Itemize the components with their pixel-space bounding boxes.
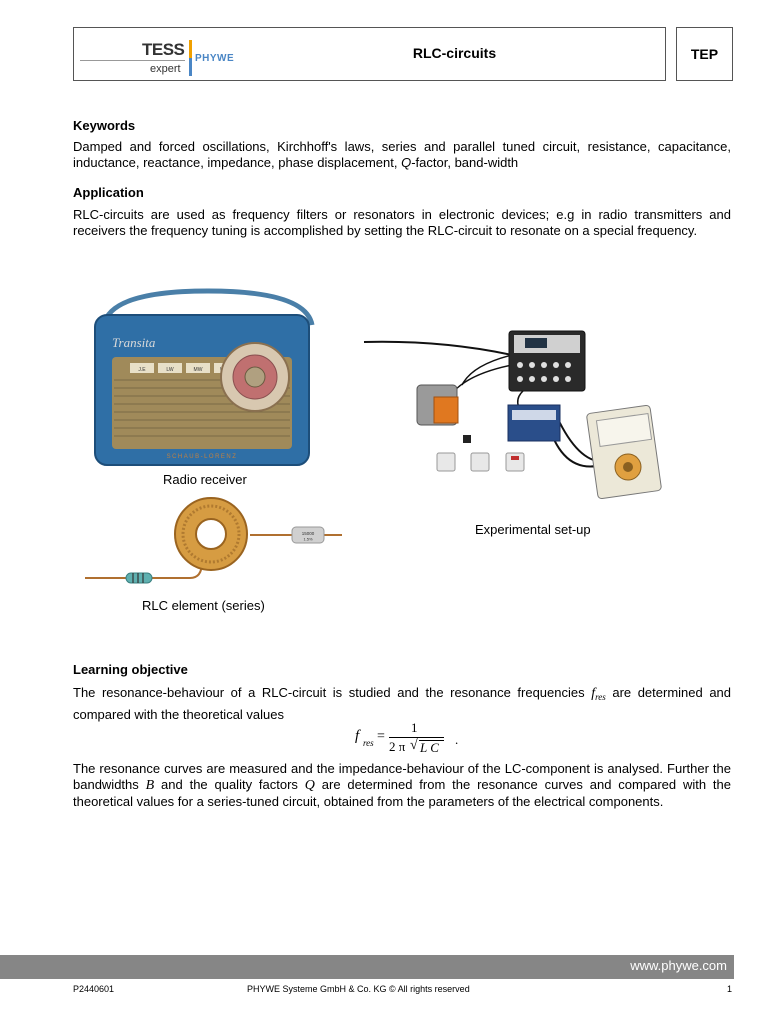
formula-res: res — [363, 738, 374, 748]
capacitor-label-value: 15000 — [301, 531, 315, 536]
page-header — [73, 27, 666, 81]
logo-phywe: PHYWE — [195, 53, 235, 64]
footer-copyright: PHYWE Systeme GmbH & Co. KG © All rights reserved — [247, 984, 470, 994]
formula-denominator: 2 π — [389, 739, 406, 754]
formula-lc: L C — [420, 740, 439, 755]
radio-band-mw: MW — [193, 367, 203, 373]
logo-expert: expert — [150, 63, 181, 75]
application-heading: Application — [73, 185, 144, 200]
application-text: RLC-circuits are used as frequency filters or resonators in electronic devices; e.g in radio transmitters and receivers the frequency tuning is accomplished by setting the RLC-circuit to resonate on a special frequency. — [73, 207, 731, 238]
tep-label: TEP — [676, 27, 733, 81]
formula-numerator: 1 — [411, 720, 418, 735]
rlc-caption: RLC element (series) — [142, 598, 265, 613]
radio-name-text: SCHAUB-LORENZ — [166, 454, 238, 460]
radio-brand-text: Transita — [112, 335, 156, 350]
formula-period: . — [455, 732, 459, 747]
learning-objective-text-1: The resonance-behaviour of a RLC-circuit is studied and the resonance frequencies $f_{res}$ are determined and compared with the theoretical values — [73, 685, 732, 722]
capacitor-label-tolerance: 1.5% — [303, 536, 313, 542]
radio-band-lw: LW — [166, 367, 174, 373]
formula-sqrt: √ — [410, 738, 418, 753]
footer-bar — [0, 955, 734, 979]
keywords-text: Damped and forced oscillations, Kirchhoff's laws, series and parallel tuned circuit, resistance, capacitance, inductance, reactance, impedance, phase displacement, Q-factor, band-width — [73, 139, 731, 170]
experimental-setup-image — [362, 325, 662, 500]
keywords-heading: Keywords — [73, 118, 136, 133]
radio-receiver-image — [90, 285, 326, 467]
formula-equals: = — [377, 729, 385, 744]
setup-caption: Experimental set-up — [475, 522, 591, 537]
document-title: RLC-circuits — [412, 45, 497, 61]
radio-caption: Radio receiver — [163, 472, 247, 487]
footer-page-number: 1 — [727, 984, 733, 994]
footer-code: P2440601 — [73, 984, 115, 994]
logo-tess: TESS — [142, 40, 185, 59]
radio-band-je: J.E — [138, 367, 146, 373]
formula-f: f — [355, 728, 360, 744]
rlc-element-image — [80, 490, 350, 590]
learning-objective-text-2: The resonance curves are measured and the impedance-behaviour of the LC-component is analysed. Further the bandwidths B and the quality factors Q are determined from the resonance curves and compared with the theoretical values for a series-tuned circuit, obtained from the parameters of the electrical components. — [73, 761, 731, 809]
footer-url[interactable]: www.phywe.com — [630, 958, 727, 973]
resonance-formula — [355, 720, 475, 760]
learning-objective-heading: Learning objective — [73, 662, 188, 677]
